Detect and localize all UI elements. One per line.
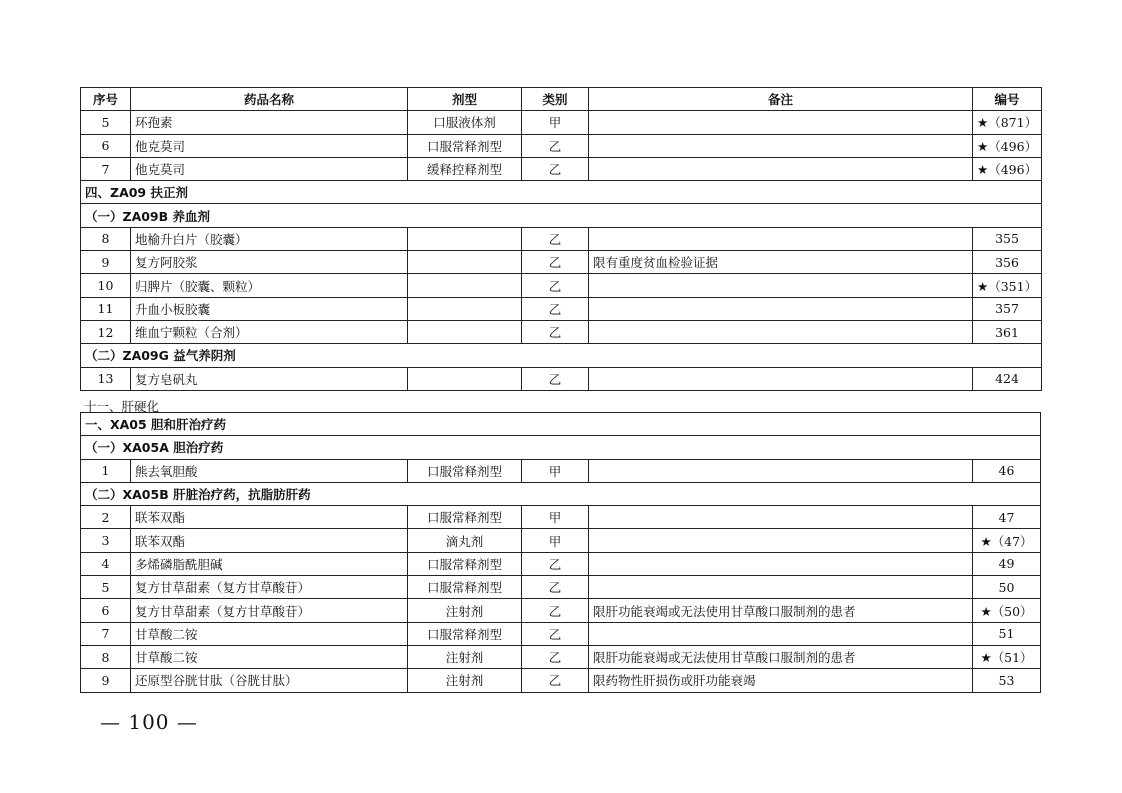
cell-code: 356 [973,251,1042,274]
header-form: 剂型 [408,88,522,111]
header-code: 编号 [973,88,1042,111]
cell-category: 乙 [522,227,589,250]
drug-table-bottom [80,412,1041,693]
cell-name: 多烯磷脂酰胆碱 [131,552,408,575]
cell-category: 甲 [522,459,589,482]
table-row [81,297,1042,320]
subsection-heading: （一）ZA09B 养血剂 [81,204,1042,227]
table-row [81,622,1041,645]
cell-code: ★（871） [973,111,1042,134]
cell-form: 口服常释剂型 [408,576,522,599]
table-row [81,645,1041,668]
cell-code: 424 [973,367,1042,390]
cell-category: 乙 [522,622,589,645]
cell-note [589,367,973,390]
cell-category: 乙 [522,669,589,692]
cell-form [408,251,522,274]
cell-form [408,274,522,297]
cell-note: 限肝功能衰竭或无法使用甘草酸口服制剂的患者 [589,645,973,668]
table-row [81,320,1042,343]
cell-category: 乙 [522,134,589,157]
cell-no: 8 [81,227,131,250]
cell-name: 地榆升白片（胶囊） [131,227,408,250]
table-row [81,599,1041,622]
cell-category: 乙 [522,157,589,180]
table-row [81,529,1041,552]
cell-no: 2 [81,506,131,529]
cell-note [589,320,973,343]
table-row [81,552,1041,575]
cell-no: 9 [81,669,131,692]
cell-category: 乙 [522,320,589,343]
cell-form: 注射剂 [408,645,522,668]
cell-name: 甘草酸二铵 [131,622,408,645]
cell-no: 8 [81,645,131,668]
cell-name: 还原型谷胱甘肽（谷胱甘肽） [131,669,408,692]
cell-name: 复方皂矾丸 [131,367,408,390]
table-row [81,506,1041,529]
cell-category: 乙 [522,552,589,575]
cell-form [408,227,522,250]
cell-category: 乙 [522,576,589,599]
cell-no: 10 [81,274,131,297]
cell-form: 口服常释剂型 [408,506,522,529]
cell-name: 熊去氧胆酸 [131,459,408,482]
cell-note [589,111,973,134]
cell-code: ★（51） [973,645,1041,668]
cell-no: 5 [81,576,131,599]
section-row [81,413,1041,436]
cell-form: 口服液体剂 [408,111,522,134]
cell-form: 口服常释剂型 [408,134,522,157]
cell-no: 1 [81,459,131,482]
table-row [81,669,1041,692]
cell-note [589,274,973,297]
cell-note: 限药物性肝损伤或肝功能衰竭 [589,669,973,692]
cell-no: 9 [81,251,131,274]
cell-no: 13 [81,367,131,390]
cell-category: 甲 [522,506,589,529]
cell-no: 6 [81,134,131,157]
table-row [81,576,1041,599]
cell-name: 联苯双酯 [131,529,408,552]
cell-no: 4 [81,552,131,575]
cell-name: 他克莫司 [131,157,408,180]
section-row [81,436,1041,459]
cell-category: 乙 [522,645,589,668]
cell-no: 5 [81,111,131,134]
cell-code: 46 [973,459,1041,482]
cell-form: 缓释控释剂型 [408,157,522,180]
cell-no: 3 [81,529,131,552]
cell-form: 口服常释剂型 [408,552,522,575]
section-row [81,344,1042,367]
cell-name: 复方甘草甜素（复方甘草酸苷） [131,576,408,599]
header-note: 备注 [589,88,973,111]
cell-form: 注射剂 [408,599,522,622]
table-row [81,111,1042,134]
cell-category: 乙 [522,297,589,320]
cell-category: 甲 [522,111,589,134]
cell-name: 甘草酸二铵 [131,645,408,668]
cell-no: 7 [81,157,131,180]
cell-code: 361 [973,320,1042,343]
cell-form: 滴丸剂 [408,529,522,552]
cell-code: 355 [973,227,1042,250]
cell-note [589,552,973,575]
cell-form: 口服常释剂型 [408,459,522,482]
cell-code: ★（496） [973,134,1042,157]
cell-no: 11 [81,297,131,320]
cell-name: 环孢素 [131,111,408,134]
cell-name: 升血小板胶囊 [131,297,408,320]
cell-code: ★（496） [973,157,1042,180]
section-row [81,204,1042,227]
table-row [81,459,1041,482]
cell-note [589,134,973,157]
page-number: — 100 — [100,710,198,734]
section-row [81,181,1042,204]
cell-category: 乙 [522,251,589,274]
table-row [81,134,1042,157]
cell-form [408,297,522,320]
table-row [81,227,1042,250]
subsection-heading: （二）ZA09G 益气养阴剂 [81,344,1042,367]
drug-table-top [80,87,1042,391]
table-row [81,251,1042,274]
cell-note [589,506,973,529]
subsection-heading: （一）XA05A 胆治疗药 [81,436,1041,459]
cell-note [589,576,973,599]
table-header-row [81,88,1042,111]
cell-category: 乙 [522,367,589,390]
cell-note [589,459,973,482]
cell-form: 注射剂 [408,669,522,692]
chapter-heading: 十一、肝硬化 [84,399,160,414]
cell-no: 7 [81,622,131,645]
section-heading: 四、ZA09 扶正剂 [81,181,1042,204]
cell-code: ★（50） [973,599,1041,622]
cell-code: 47 [973,506,1041,529]
cell-form [408,320,522,343]
table-row [81,274,1042,297]
section-heading: 一、XA05 胆和肝治疗药 [81,413,1041,436]
cell-name: 联苯双酯 [131,506,408,529]
cell-note [589,157,973,180]
cell-name: 他克莫司 [131,134,408,157]
header-category: 类别 [522,88,589,111]
section-row [81,482,1041,505]
cell-code: 51 [973,622,1041,645]
cell-note [589,297,973,320]
cell-name: 维血宁颗粒（合剂） [131,320,408,343]
cell-code: 357 [973,297,1042,320]
cell-code: ★（47） [973,529,1041,552]
cell-name: 归脾片（胶囊、颗粒） [131,274,408,297]
cell-name: 复方阿胶浆 [131,251,408,274]
cell-category: 乙 [522,274,589,297]
cell-form [408,367,522,390]
cell-category: 甲 [522,529,589,552]
cell-no: 12 [81,320,131,343]
cell-code: 50 [973,576,1041,599]
header-no: 序号 [81,88,131,111]
table-row [81,157,1042,180]
cell-code: 53 [973,669,1041,692]
cell-code: ★（351） [973,274,1042,297]
cell-no: 6 [81,599,131,622]
cell-note [589,227,973,250]
header-name: 药品名称 [131,88,408,111]
table-row [81,367,1042,390]
cell-name: 复方甘草甜素（复方甘草酸苷） [131,599,408,622]
cell-category: 乙 [522,599,589,622]
cell-form: 口服常释剂型 [408,622,522,645]
subsection-heading: （二）XA05B 肝脏治疗药，抗脂肪肝药 [81,482,1041,505]
cell-note [589,622,973,645]
cell-note: 限肝功能衰竭或无法使用甘草酸口服制剂的患者 [589,599,973,622]
cell-note [589,529,973,552]
cell-note: 限有重度贫血检验证据 [589,251,973,274]
cell-code: 49 [973,552,1041,575]
